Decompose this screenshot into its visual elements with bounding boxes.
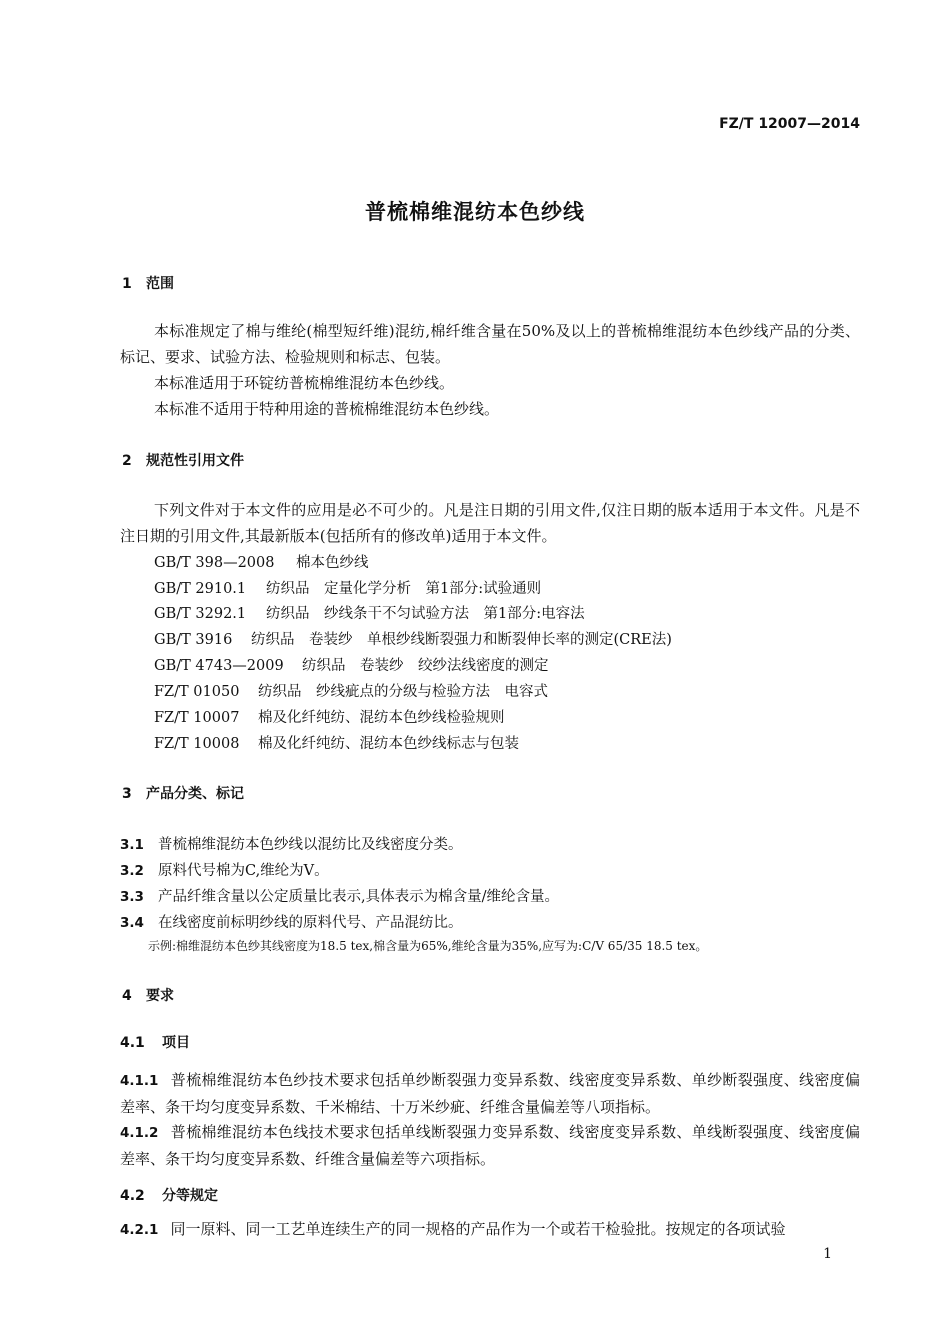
section-title: 要求 — [146, 988, 174, 1004]
clause-3-1: 3.1 普梳棉维混纺本色纱线以混纺比及线密度分类。 — [120, 837, 463, 853]
scope-paragraph-1: 本标准规定了棉与维纶(棉型短纤维)混纺,棉纤维含量在50%及以上的普梳棉维混纺本色纱线产品的分类、标记、要求、试验方法、检验规则和标志、包装。 — [120, 322, 860, 366]
references-intro: 下列文件对于本文件的应用是必不可少的。凡是注日期的引用文件,仅注日期的版本适用于本文件。凡是不注日期的引用文件,其最新版本(包括所有的修改单)适用于本文件。 — [120, 501, 860, 545]
page-number: 1 — [823, 1246, 832, 1262]
reference-item: GB/T 3292.1 纺织品 纱线条干不匀试验方法 第1部分:电容法 — [154, 606, 585, 622]
section-number: 1 — [122, 276, 132, 292]
document-title: 普梳棉维混纺本色纱线 — [365, 200, 585, 224]
standard-code: FZ/T 12007—2014 — [719, 116, 860, 132]
reference-item: GB/T 4743—2009 纺织品 卷装纱 绞纱法线密度的测定 — [154, 658, 549, 674]
reference-item: GB/T 398—2008 棉本色纱线 — [154, 555, 369, 571]
section-number: 2 — [122, 453, 132, 469]
scope-paragraph-3: 本标准不适用于特种用途的普梳棉维混纺本色纱线。 — [154, 400, 500, 418]
section-title: 范围 — [146, 276, 174, 292]
section-number: 3 — [122, 786, 132, 802]
clause-4-2-1: 4.2.1 同一原料、同一工艺单连续生产的同一规格的产品作为一个或若干检验批。按规定的各项试验 — [120, 1220, 786, 1238]
section-1-heading — [122, 273, 174, 293]
scope-paragraph-2: 本标准适用于环锭纺普梳棉维混纺本色纱线。 — [154, 374, 455, 392]
clause-3-3: 3.3 产品纤维含量以公定质量比表示,具体表示为棉含量/维纶含量。 — [120, 889, 559, 905]
reference-item: GB/T 2910.1 纺织品 定量化学分析 第1部分:试验通则 — [154, 581, 542, 597]
reference-item: FZ/T 01050 纺织品 纱线疵点的分级与检验方法 电容式 — [154, 684, 548, 700]
reference-item: FZ/T 10007 棉及化纤纯纺、混纺本色纱线检验规则 — [154, 710, 505, 726]
section-title: 规范性引用文件 — [146, 453, 244, 469]
clause-4-1-1: 4.1.1 普梳棉维混纺本色纱技术要求包括单纱断裂强力变异系数、线密度变异系数、单纱断裂强度、线密度偏差率、条干均匀度变异系数、千米棉结、十万米纱疵、纤维含量偏差等八项指标。 — [120, 1071, 860, 1116]
section-title: 产品分类、标记 — [146, 786, 244, 802]
example-note: 示例:棉维混纺本色纱其线密度为18.5 tex,棉含量为65%,维纶含量为35%,应写为:C/V 65/35 18.5 tex。 — [148, 939, 708, 953]
section-number: 4 — [122, 988, 132, 1004]
subsection-4-1-heading: 4.1 项目 — [120, 1035, 190, 1051]
clause-3-2: 3.2 原料代号棉为C,维纶为V。 — [120, 863, 329, 879]
clause-3-4: 3.4 在线密度前标明纱线的原料代号、产品混纺比。 — [120, 915, 463, 931]
subsection-4-2-heading: 4.2 分等规定 — [120, 1188, 218, 1204]
reference-item: FZ/T 10008 棉及化纤纯纺、混纺本色纱线标志与包装 — [154, 736, 519, 752]
reference-item: GB/T 3916 纺织品 卷装纱 单根纱线断裂强力和断裂伸长率的测定(CRE法) — [154, 632, 672, 648]
section-4-heading — [122, 985, 174, 1005]
section-3-heading — [122, 783, 244, 803]
clause-4-1-2: 4.1.2 普梳棉维混纺本色线技术要求包括单线断裂强力变异系数、线密度变异系数、单线断裂强度、线密度偏差率、条干均匀度变异系数、纤维含量偏差等六项指标。 — [120, 1123, 860, 1168]
section-2-heading — [122, 450, 244, 470]
